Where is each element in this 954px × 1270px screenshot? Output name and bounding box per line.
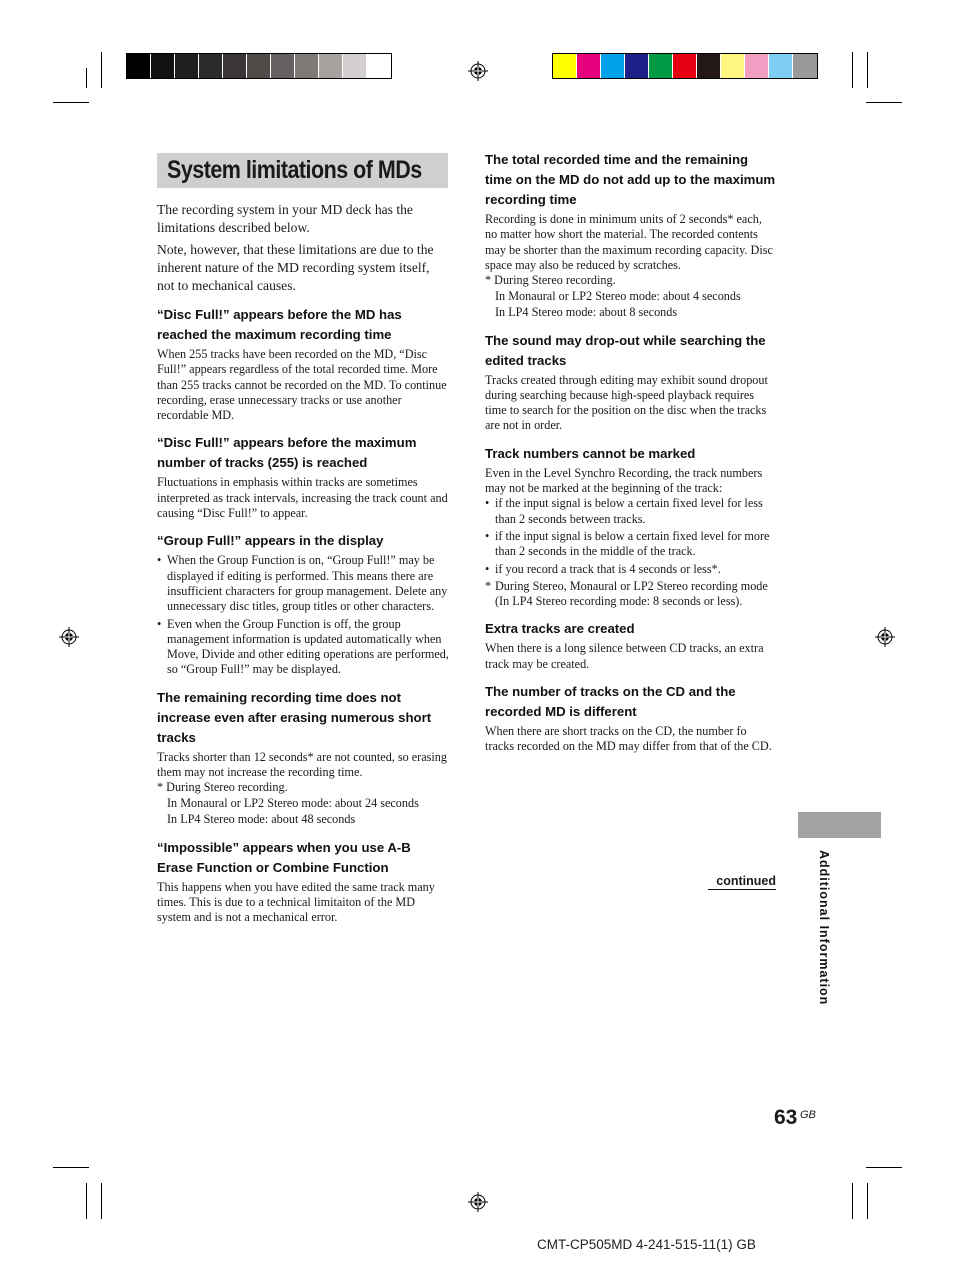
color-swatch <box>769 54 793 78</box>
footnote-line: In Monaural or LP2 Stereo mode: about 24 seconds <box>167 796 419 811</box>
footnote-line: In LP4 Stereo mode: about 8 seconds <box>495 304 678 319</box>
list-item <box>157 617 449 678</box>
page-title: System limitations of MDs <box>167 156 422 184</box>
side-tab-label: Additional Information <box>817 850 831 1006</box>
section-body: Even in the Level Synchro Recording, the track numbers may not be marked at the beginning of the track: <box>485 465 763 496</box>
bullet-list <box>157 553 449 677</box>
gray-swatch <box>319 54 343 78</box>
color-swatch <box>721 54 745 78</box>
list-item <box>157 553 449 614</box>
color-swatch <box>625 54 649 78</box>
registration-target-icon <box>59 627 79 647</box>
right-column <box>485 150 777 755</box>
color-bar <box>552 53 818 79</box>
list-item-text: During Stereo, Monaural or LP2 Stereo recording mode (In LP4 Stereo recording mode: 8 seconds or less). <box>495 578 768 609</box>
intro-paragraph: Note, however, that these limitations are due to the inherent nature of the MD recording system itself, not to mechanical causes. <box>157 242 434 293</box>
gray-swatch <box>247 54 271 78</box>
list-item-text: if you record a track that is 4 seconds or less*. <box>495 561 721 576</box>
gray-swatch <box>223 54 247 78</box>
page-suffix: GB <box>800 1109 816 1121</box>
section-body: When there is a long silence between CD tracks, an extra track may be created. <box>485 641 764 671</box>
section-body: When 255 tracks have been recorded on the MD, “Disc Full!” appears regardless of the total recorded time. More than 255 tracks cannot be recorded on the MD. To continue recording, erase unnecessary tracks or use another recordable MD. <box>157 347 447 423</box>
section-heading: “Group Full!” appears in the display <box>157 533 384 549</box>
section-heading: “Disc Full!” appears before the MD has reached the maximum recording time <box>157 307 402 342</box>
footnote: * During Stereo recording. <box>485 273 616 288</box>
section-heading: The number of tracks on the CD and the recorded MD is different <box>485 684 736 720</box>
list-item <box>485 579 777 610</box>
bullet-icon: • <box>485 528 490 543</box>
page-title-box <box>157 153 448 188</box>
footnote: * During Stereo recording. <box>157 780 288 795</box>
grayscale-bar <box>126 53 392 79</box>
gray-swatch <box>175 54 199 78</box>
bullet-icon: • <box>485 496 490 511</box>
gray-swatch <box>343 54 367 78</box>
bullet-list <box>485 496 777 609</box>
gray-swatch <box>127 54 151 78</box>
section-body: When there are short tracks on the CD, the number fo tracks recorded on the MD may differ from that of the CD. <box>485 724 772 754</box>
section-heading: “Disc Full!” appears before the maximum number of tracks (255) is reached <box>157 435 417 471</box>
footnote-line: In Monaural or LP2 Stereo mode: about 4 seconds <box>495 288 741 303</box>
color-swatch <box>649 54 673 78</box>
bullet-icon: • <box>157 553 162 568</box>
list-item-text: Even when the Group Function is off, the group management information is updated automatically when Move, Divide and other editing operations are performed, so “Group Full!” may be displayed. <box>167 616 449 677</box>
section-body: Recording is done in minimum units of 2 seconds* each, no matter how short the material. The recorded contents may be shorter than the maximum recording capacity. Disc space may also be reduced by scratches. <box>485 212 773 272</box>
side-tab <box>798 812 881 838</box>
list-item-text: When the Group Function is on, “Group Full!” may be displayed if editing is performed. This means there are insufficient characters for group management. Delete any unnecessary disc titles, group titles or other characters. <box>167 553 448 614</box>
color-swatch <box>745 54 769 78</box>
page-number: 63 <box>774 1106 798 1129</box>
gray-swatch <box>271 54 295 78</box>
color-swatch <box>793 54 817 78</box>
bullet-icon: • <box>157 616 162 631</box>
footer-code: CMT-CP505MD 4-241-515-11(1) GB <box>537 1237 756 1252</box>
left-column <box>157 201 449 926</box>
section-heading: Extra tracks are created <box>485 621 635 637</box>
section-body: Tracks created through editing may exhibit sound dropout during searching because high-speed playback requires time to search for the position on the disc when the tracks are not in order. <box>485 372 768 433</box>
color-swatch <box>553 54 577 78</box>
registration-target-icon <box>875 627 895 647</box>
section-heading: The remaining recording time does not increase even after erasing numerous short tracks <box>157 689 432 745</box>
gray-swatch <box>295 54 319 78</box>
registration-target-icon <box>468 1192 488 1212</box>
list-item <box>485 496 777 527</box>
continued-label: continued <box>708 874 776 890</box>
color-swatch <box>673 54 697 78</box>
section-body: Tracks shorter than 12 seconds* are not counted, so erasing them may not increase the recording time. <box>157 749 447 780</box>
bullet-icon: • <box>485 561 490 576</box>
section-heading: The total recorded time and the remaining time on the MD do not add up to the maximum recording time <box>485 152 776 207</box>
section-body: This happens when you have edited the same track many times. This is due to a technical limitaiton of the MD system and is not a mechanical error. <box>157 879 435 925</box>
section-body: Fluctuations in emphasis within tracks are sometimes interpreted as track intervals, increasing the track count and causing “Disc Full!” to appear. <box>157 475 448 521</box>
footnote-line: In LP4 Stereo mode: about 48 seconds <box>167 811 356 826</box>
color-swatch <box>577 54 601 78</box>
color-swatch <box>697 54 721 78</box>
list-item <box>485 562 777 577</box>
section-heading: “Impossible” appears when you use A-B Erase Function or Combine Function <box>157 839 411 875</box>
color-swatch <box>601 54 625 78</box>
asterisk-icon: * <box>485 578 492 593</box>
gray-swatch <box>199 54 223 78</box>
section-heading: The sound may drop-out while searching the edited tracks <box>485 332 766 368</box>
gray-swatch <box>151 54 175 78</box>
gray-swatch <box>367 54 391 78</box>
section-heading: Track numbers cannot be marked <box>485 445 696 461</box>
list-item-text: if the input signal is below a certain fixed level for more than 2 seconds in the middle of the track. <box>495 528 770 559</box>
registration-target-icon <box>468 61 488 81</box>
intro-paragraph: The recording system in your MD deck has the limitations described below. <box>157 202 413 235</box>
list-item <box>485 529 777 560</box>
list-item-text: if the input signal is below a certain fixed level for less than 2 seconds between tracks. <box>495 496 763 526</box>
